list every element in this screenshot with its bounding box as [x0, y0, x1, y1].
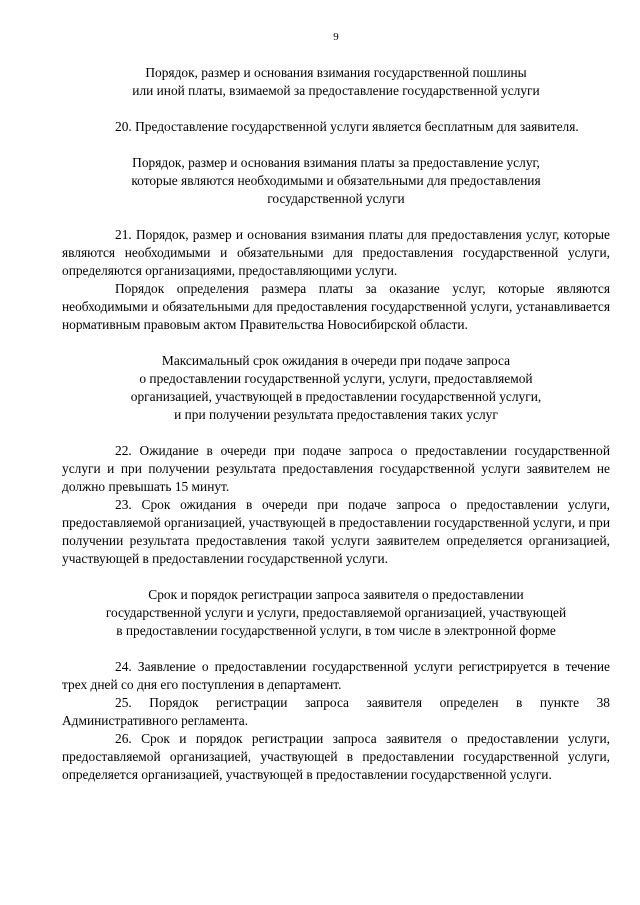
heading-line: Порядок, размер и основания взимания государственной пошлины	[145, 65, 527, 80]
paragraph-25: 25. Порядок регистрации запроса заявителя определен в пункте 38 Административного регламента.	[62, 695, 610, 728]
heading-line: в предоставлении государственной услуги, в том числе в электронной форме	[116, 623, 556, 638]
paragraph-23: 23. Срок ожидания в очереди при подаче запроса о предоставлении услуги, предоставляемой организацией, участвующей в предоставлении государственной услуги, и при получении результата предоставления такой услуги заявителем определяется организацией, участвующей в предоставлении государственной услуги.	[62, 497, 610, 566]
paragraph-fee-procedure: Порядок определения размера платы за оказание услуг, которые являются необходимыми и обязательными для предоставления государственной услуги, устанавливается нормативным правовым актом Правительства Новосибирской области.	[62, 281, 610, 332]
heading-line: Порядок, размер и основания взимания платы за предоставление услуг,	[132, 155, 540, 170]
section-heading	[62, 352, 610, 424]
heading-line: и при получении результата предоставления таких услуг	[174, 407, 498, 422]
heading-line: которые являются необходимыми и обязательными для предоставления	[131, 173, 541, 188]
heading-line: государственной услуги	[267, 191, 405, 206]
paragraph-22: 22. Ожидание в очереди при подаче запроса о предоставлении государственной услуги и при получении результата предоставления государственной услуги заявителем не должно превышать 15 минут.	[62, 443, 610, 494]
section-queue-time	[62, 352, 610, 568]
heading-line: или иной платы, взимаемой за предоставление государственной услуги	[132, 83, 540, 98]
paragraph-24: 24. Заявление о предоставлении государственной услуги регистрируется в течение трех дней со дня его поступления в департамент.	[62, 659, 610, 692]
document-page	[62, 30, 610, 784]
section-heading	[62, 64, 610, 100]
heading-line: Срок и порядок регистрации запроса заявителя о предоставлении	[148, 587, 524, 602]
section-service-fee	[62, 154, 610, 334]
section-heading	[62, 586, 610, 640]
paragraph-26: 26. Срок и порядок регистрации запроса заявителя о предоставлении услуги, предоставляемой организацией, участвующей в предоставлении государственной услуги, определяется организацией, участвующей в предоставлении государственной услуги.	[62, 731, 610, 782]
page-number: 9	[333, 31, 339, 43]
heading-line: государственной услуги и услуги, предоставляемой организацией, участвующей	[105, 605, 567, 620]
section-heading	[62, 154, 610, 208]
heading-line: организацией, участвующей в предоставлении государственной услуги,	[130, 389, 542, 404]
heading-line: Максимальный срок ожидания в очереди при подаче запроса	[161, 353, 511, 368]
paragraph-21: 21. Порядок, размер и основания взимания платы для предоставления услуг, которые являются необходимыми и обязательными для предоставления государственной услуги, определяются организациями, предоставляющими услуги.	[62, 227, 610, 278]
heading-line: о предоставлении государственной услуги, услуги, предоставляемой	[139, 371, 533, 386]
section-registration	[62, 586, 610, 784]
paragraph-20: 20. Предоставление государственной услуги является бесплатным для заявителя.	[115, 119, 579, 134]
section-state-fee	[62, 64, 610, 136]
